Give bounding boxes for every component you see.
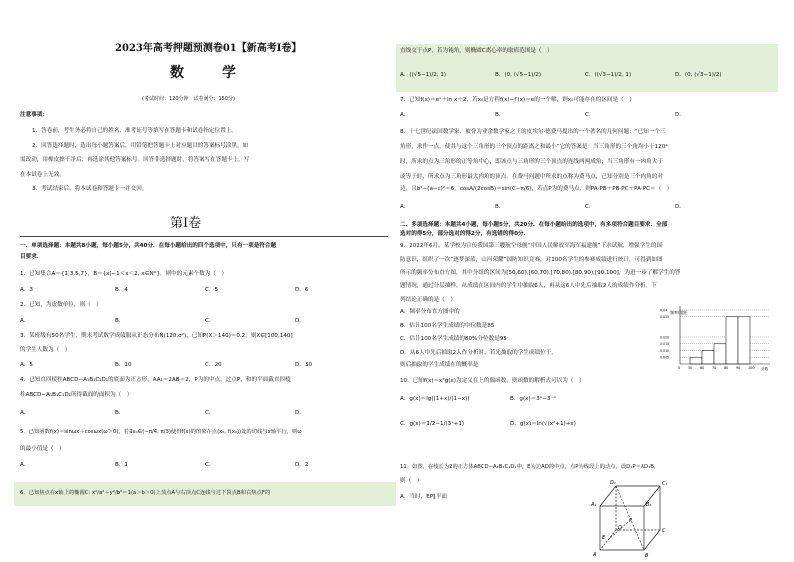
q9-line: 题情况，通过分层抽样，从成绩在区间内的学生中抽取6人，再从这6人中先后抽取2人的成绩作分析，下 [400,283,657,289]
note-line: 需改动，用橡皮擦干净后，再选涂其他答案标号。回答非选择题时，将答案写在答题卡上。写 [20,157,250,163]
histogram-bar [726,317,738,364]
q6-stem-cont: 直线交于点P，若为钝角，则椭圆C离心率的取值范围是（ ） [400,48,553,54]
q8-line: 角形，求作一点，使其与这个三角形的三个顶点的距离之和最小”它的答案是：当三角形的三个角均小于120° [400,144,669,150]
label-e: E [602,535,606,541]
label-c: C [662,528,666,534]
label-a: A [593,552,597,558]
q2-stem: 2．已知，为虚数单位，则（ ） [20,302,102,308]
cube-figure [588,478,678,560]
histogram-ytick-label: 0.04 [660,308,668,313]
q11-stem: 11．如图，在棱长为2的正方体ABCD−A₁B₁C₁D₁中，E为边AD的中点，点P为线段上的动点，设D₁P＝λD₁B， [400,464,660,470]
q10-option: B．g(x)＝3ˣ−3⁻ˣ [510,396,556,402]
q5-option: B．1 [115,462,128,468]
q3-stem: 3．某班级有50名学生，期末考试数学成绩服从正态分布N(120,σ²)，已知P(X＞140)＝0.2，则X∈[100,140] [20,333,293,339]
histogram-xtick-label: 0 [678,366,681,370]
note-line: 3．考试结束后，将本试卷和答题卡一并交回。 [32,186,148,192]
label-b1: B₁ [646,502,652,508]
note-line: 1．答卷前，考生务必将自己的姓名、准考证号等填写在答题卡和试卷指定位置上。 [32,128,237,134]
q10-option: C．g(x)＝1/2−1/(3ˣ+1) [400,421,465,427]
q3-stem-cont: 的学生人数为（ ） [20,347,71,353]
histogram-xtick-label: 50 [688,366,693,370]
q3-option: D．30 [295,362,313,368]
q5-option: D．2 [295,462,309,468]
section2-heading-cont: 选对的得5分，部分选对的得2分，有选错的得0分． [400,231,530,237]
frequency-histogram [658,300,773,372]
q6-option: B．(0, (√5−1)/2) [495,72,542,78]
q4-stem: 4．已知直四棱柱ABCD−A₁B₁C₁D₁的底面为正方形，AA₁＝2AB＝2，P为的中点，过点P，和的平面截直四棱 [20,377,291,383]
q6-option: D．(0, (√3−1)/2) [675,72,722,78]
histogram-xtick-label: 90 [736,366,741,370]
q7-option: B． [495,112,505,118]
q2-option: A． [20,318,30,324]
histogram-bar [690,357,702,364]
q7-stem: 7．已知f(x)＝eˣ＋ln x＋2，若x₀是方程f(x)−f′(x)＝e的一个解，则x₀可能存在的区间是（ ） [400,97,635,103]
q8-option: D． [675,204,685,210]
label-c1: C₁ [662,481,668,487]
histogram-bar [738,317,750,364]
q5-option: A． [20,462,30,468]
histogram-ytick-label: 0.010 [660,348,670,353]
q9-option: D．从6人中先后抽取2人作分析时，若先抽取的学生成绩位于， [400,350,557,356]
label-b: B [645,553,649,559]
q3-option: B．10 [115,362,132,368]
exam-meta: (考试时间：120分钟 试卷满分：150分) [142,96,235,102]
q8-line: 8．十七世纪法国数学家、被誉为业余数学家之王的皮埃尔·德费马提出的一个著名的几何问题：“已知一个三 [400,129,666,135]
cube-edge [600,486,616,506]
q4-option: A． [20,410,30,416]
q1-stem: 1．已知集合A＝{1,3,5,7}，B＝{x|−1＜x＜2, x∈N*}，则中的元素个数为（ ） [20,271,228,277]
label-p: P [629,518,633,524]
histogram-ytick-label: 0.035 [660,315,670,320]
notes-heading: 注意事项： [20,112,48,118]
histogram-ytick-label: 0.015 [660,342,670,347]
histogram-xtick-label: 60 [700,366,705,370]
q11-option: A．当时，EP∥平面 [400,494,448,500]
q8-option: B． [495,204,505,210]
q9-line: 9．2022年6月，某学校为宣传我国第三艘航空母舰“中国人民解放军海军福建舰”下水试航，增强学生的国 [400,243,663,249]
note-line: 在本试卷上无效。 [20,172,65,178]
histogram-xtick-label: 80 [724,366,729,370]
histogram-ytick-label: 0.005 [660,355,670,360]
q8-line: 或等于时，所求点为三角形最大内角的顶点．在费马问题中所求的点称为费马点，已知分别是三个内角的对 [400,174,663,180]
q1-option: D．6 [295,287,309,293]
subject-title: 数 学 [170,65,248,81]
histogram-xtick-label: 70 [712,366,717,370]
q1-option: B．4 [115,287,128,293]
q7-option: D． [675,112,685,118]
q2-option: D． [295,318,305,324]
right-column [400,0,775,562]
q9-option: A．频率分布直方图中的 [400,309,460,315]
cube-edge [644,530,660,550]
section2-heading: 二、多项选择题：本题共4小题，每小题5分，共20分．在每小题给出的选项中，有多项符合题目要求．全部 [400,222,668,228]
note-line: 2．回答选择题时，选出每小题答案后，用铅笔把答题卡上对应题目的答案标号涂黑。如 [32,143,249,149]
q5-option: C． [205,462,215,468]
q10-option: A．g(x)＝lg((1+x)/(1−x)) [400,396,470,402]
q10-stem: 10．已知f(x)＝x²g(x)为定义在上的偶函数，则函数的解析式可以为（ ） [400,378,585,384]
q4-option: B． [115,410,125,416]
histogram-xtick-label: 100 [748,366,755,370]
q9-line: 防意识，组织了一次“逐梦深蓝，山河荣耀”国防知识竞赛，对100名学生的参赛成绩进行统计，可得到如图 [400,257,663,263]
q1-option: A．3 [20,287,33,293]
q7-option: A． [400,112,410,118]
histogram-bar [702,351,714,365]
label-d: D [618,525,622,531]
q5-stem-cont: 的最小值是（ ） [20,446,65,452]
q6-stem: 6．已知焦点在x轴上的椭圆C: x²/a²＋y²/b²＝1(a＞b＞0)上顶点A与右顶点C连线与过下顶点B和右焦点F的 [20,490,271,496]
q9-option: C．估计100名学生成绩的80%分位数是95 [400,336,507,342]
q8-line: 时，所求的点为三角形的正等角中心，即该点与三角形的三个顶点的连线两两成角；当三角形有一内角大于 [400,159,663,165]
q3-option: A．5 [20,362,33,368]
q5-stem: 5．已知函数f(x)＝sinωx＋cosωx(ω＞0)，若∃x₀∈(−π/4, π/3)使得f(x)的图象在点(x₀, f(x₀))处的切线与x轴平行，则ω [20,429,302,435]
q3-option: C．20 [205,362,222,368]
histogram-xlabel: 分数 [761,367,769,371]
q10-option: D．g(x)＝ln(√(x²+1)+x) [510,421,576,427]
q9-line: 列结论正确的是（ ） [400,297,456,303]
q6-option: C．((√3−1)/2, 1) [585,72,632,78]
q2-option: B． [115,318,125,324]
label-a1: A₁ [591,502,597,508]
label-d1: D₁ [610,480,616,486]
divider [20,236,388,237]
q11-stem-cont: 则（ ） [400,478,423,484]
q4-option: D． [295,410,305,416]
q8-option: A． [400,204,410,210]
histogram-bar [714,344,726,364]
q1-option: C．5 [205,287,219,293]
q4-stem-cont: 柱ABCD−A₁B₁C₁D₁所得截面的面积为（ ） [20,392,133,398]
q9-option-cont: 则后抽取的学生成绩在的概率是 [400,362,479,368]
q8-line: 边，且b²−(a−c)²＝6，cosA/(2cosB)＝sin(C−π/6)，若点P为的费马点，则PA·PB＋PB·PC＋PA·PC＝（ ） [400,186,673,192]
q9-option: B．估计100名学生成绩的中位数是85 [400,323,495,329]
q7-option: C． [585,112,595,118]
volume-title: 第Ⅰ卷 [170,216,202,231]
histogram-ytick-label: 0.020 [660,335,670,340]
section1-heading: 一、单项选择题：本题共8小题，每小题5分，共40分．在每小题给出的四个选项中，只有一项是符合题 [20,243,277,249]
q8-option: C． [585,204,595,210]
q6-option: A．((√5−1)/2, 1) [400,72,447,78]
histogram-ylabel: 频率/组距 [670,310,688,315]
q4-option: C． [205,410,215,416]
left-column [20,0,388,562]
exam-title: 2023年高考押题预测卷01【新高考Ⅰ卷】 [115,43,302,54]
q2-option: C． [205,318,215,324]
section1-heading-cont: 目要求． [20,254,43,260]
q9-line: 所示的频率分布直方图，其中分组的区间为[50,60),[60,70),[70,80),[80,90),[90,100]，为进一步了解学生的答 [400,270,681,276]
